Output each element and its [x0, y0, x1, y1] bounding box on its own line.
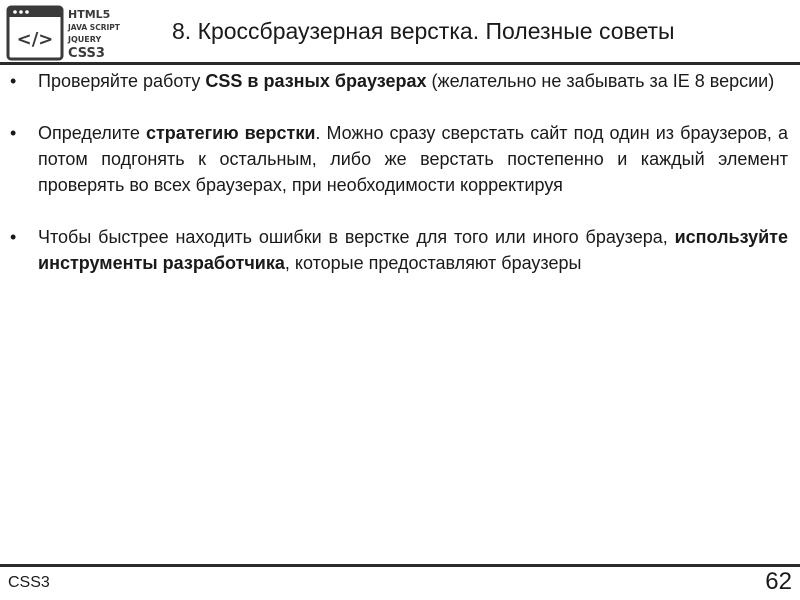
page-number: 62	[765, 568, 792, 595]
title-divider	[0, 62, 800, 65]
bullet-emphasis: стратегию верстки	[145, 123, 316, 143]
bullet-text: , которые предоставляют браузеры	[284, 253, 582, 273]
bullet-emphasis: используйте инструменты разработчика	[38, 227, 788, 273]
logo-line-html5: HTML5	[68, 8, 111, 21]
bullet-text: (желательно не забывать за IE 8 версии)	[426, 71, 775, 91]
bullet-item	[10, 68, 788, 94]
bullet-symbol: •	[10, 227, 17, 247]
bullet-text: Чтобы быстрее находить ошибки в верстке для того или иного браузера,	[38, 227, 675, 247]
bullet-emphasis: CSS в разных браузерах	[205, 71, 427, 91]
code-window-icon	[8, 7, 62, 59]
logo-line-jquery: JQUERY	[68, 35, 102, 44]
bullet-item	[10, 120, 788, 198]
slide-title: 8. Кроссбраузерная верстка. Полезные советы	[172, 18, 675, 44]
footer-section-label: CSS3	[8, 574, 50, 591]
footer-divider	[0, 564, 800, 567]
bullet-item	[10, 224, 788, 276]
logo	[6, 5, 120, 61]
bullet-text: . Можно сразу сверстать сайт под один из браузеров, а потом подгонять к остальным, либо же верстать постепенно и каждый элемент проверять во всех браузерах, при необходимости корректируя	[38, 123, 789, 195]
logo-line-css3: CSS3	[68, 46, 105, 61]
logo-line-javascript: JAVA SCRIPT	[68, 23, 120, 32]
bullet-symbol: •	[10, 71, 17, 91]
bullet-list	[10, 68, 788, 302]
bullet-text: Проверяйте работу	[38, 71, 206, 91]
bullet-symbol: •	[10, 123, 17, 143]
bullet-text: Определите	[38, 123, 146, 143]
code-glyph: </>	[16, 29, 54, 50]
